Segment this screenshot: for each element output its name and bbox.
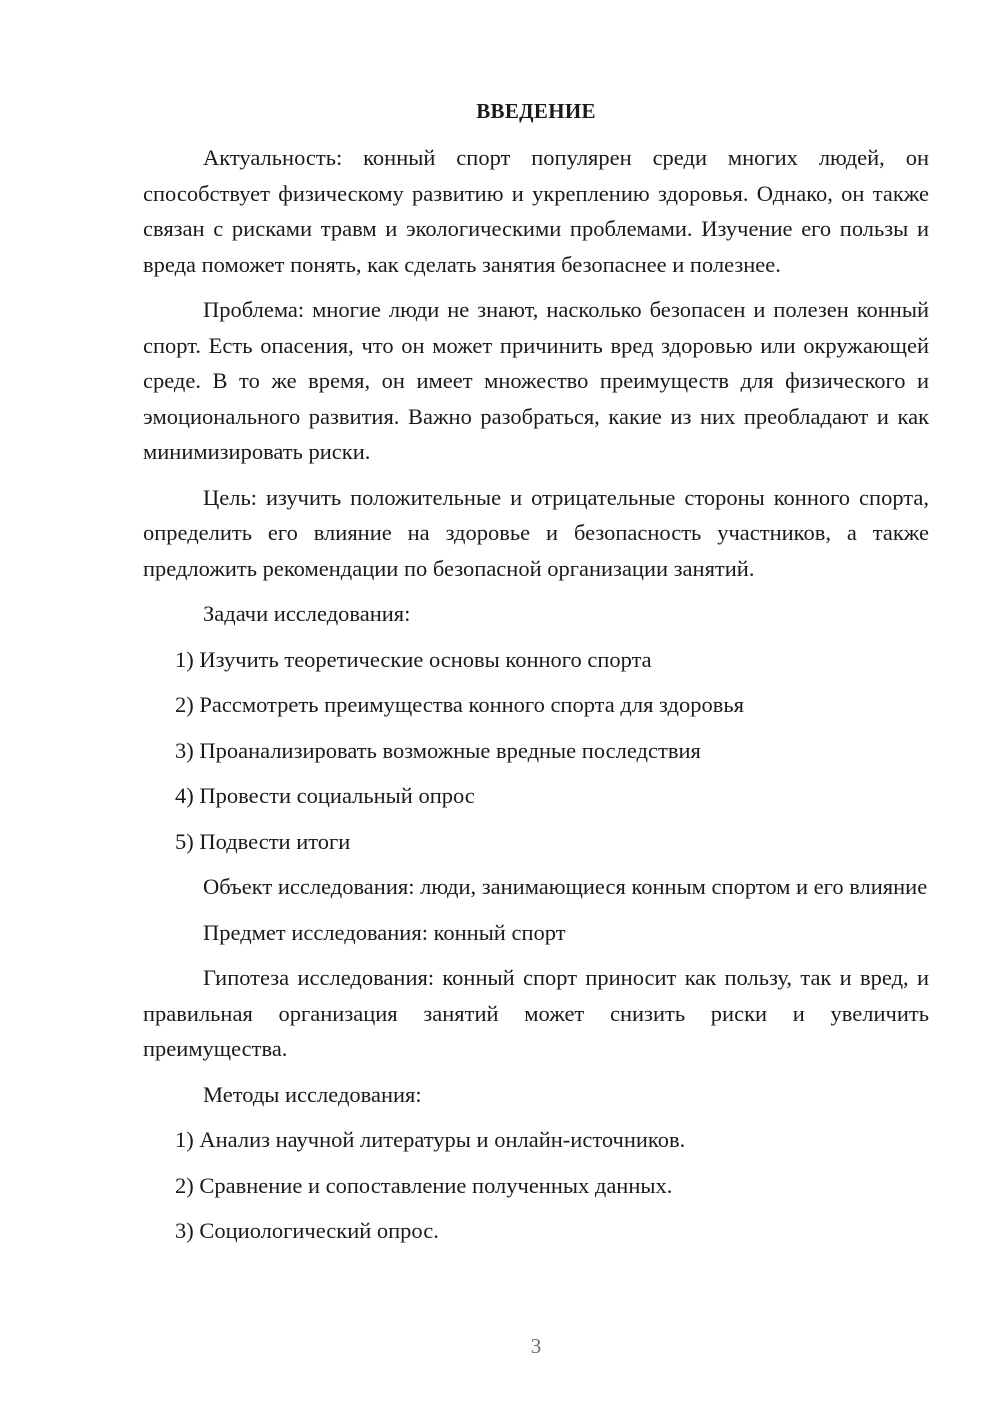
tasks-label: Задачи исследования: bbox=[203, 601, 411, 626]
method-item: 2) Сравнение и сопоставление полученных данных. bbox=[175, 1172, 673, 1198]
methods-list bbox=[143, 1122, 929, 1249]
relevance-paragraph: Актуальность: конный спорт популярен среди многих людей, он способствует физическому развитию и укреплению здоровья. Однако, он также связан с рисками травм и экологическими проблемами. Изучение его пользы и вреда поможет понять, как сделать занятия безопаснее и полезнее. bbox=[143, 145, 929, 277]
method-item: 1) Анализ научной литературы и онлайн-источников. bbox=[175, 1127, 686, 1152]
tasks-list bbox=[143, 642, 929, 860]
task-item: 4) Провести социальный опрос bbox=[175, 783, 475, 808]
task-item: 3) Проанализировать возможные вредные последствия bbox=[175, 737, 701, 763]
hypothesis-paragraph: Гипотеза исследования: конный спорт приносит как пользу, так и вред, и правильная организация занятий может снизить риски и увеличить преимущества. bbox=[143, 965, 929, 1061]
object-paragraph: Объект исследования: люди, занимающиеся конным спортом и его влияние bbox=[203, 874, 928, 899]
page-number: 3 bbox=[530, 1334, 542, 1358]
task-item: 5) Подвести итоги bbox=[175, 828, 351, 854]
subject-paragraph: Предмет исследования: конный спорт bbox=[203, 919, 566, 945]
section-title: ВВЕДЕНИЕ bbox=[476, 99, 596, 123]
task-item: 2) Рассмотреть преимущества конного спорта для здоровья bbox=[175, 692, 744, 717]
methods-label: Методы исследования: bbox=[203, 1081, 422, 1107]
problem-paragraph: Проблема: многие люди не знают, насколько безопасен и полезен конный спорт. Есть опасения, что он может причинить вред здоровью или окружающей среде. В то же время, он имеет множество преимуществ для физического и эмоционального развития. Важно разобраться, какие из них преобладают и как минимизировать риски. bbox=[143, 297, 929, 464]
goal-paragraph: Цель: изучить положительные и отрицательные стороны конного спорта, определить его влияние на здоровье и безопасность участников, а также предложить рекомендации по безопасной организации занятий. bbox=[143, 484, 929, 581]
page-content bbox=[143, 96, 929, 1259]
method-item: 3) Социологический опрос. bbox=[175, 1218, 439, 1243]
task-item: 1) Изучить теоретические основы конного спорта bbox=[175, 646, 652, 672]
